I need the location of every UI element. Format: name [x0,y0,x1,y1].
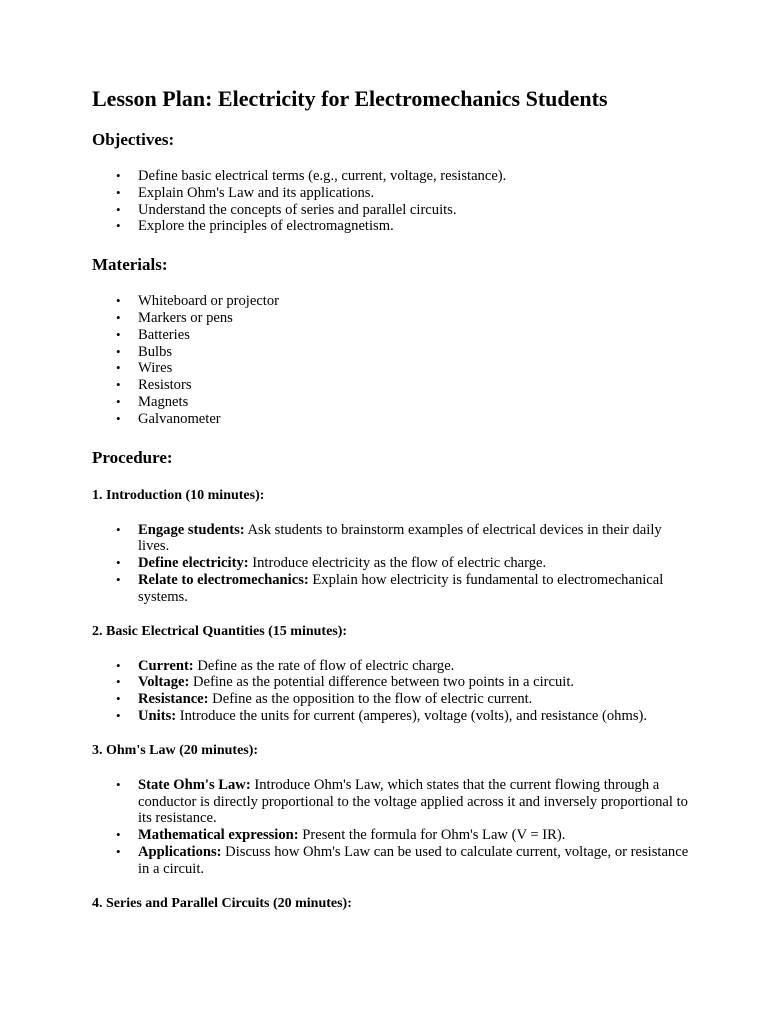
step-list-ohms-law [92,777,692,878]
list-item: • Define basic electrical terms (e.g., current, voltage, resistance). [138,168,692,185]
materials-list [92,293,692,427]
item-text: Introduce Ohm's Law, which states that the current flowing through a conductor is directly proportional to the voltage applied across it and inversely proportional to its resistance. [138,776,688,827]
item-text: Present the formula for Ohm's Law (V = IR). [298,827,566,844]
item-term: Define electricity: [138,555,249,572]
list-item: • Whiteboard or projector [138,293,692,310]
document-page [92,84,692,930]
list-item: • Resistors [138,377,692,394]
item-text: Discuss how Ohm's Law can be used to calculate current, voltage, or resistance in a circuit. [138,843,689,877]
list-item [138,691,692,708]
list-item: • Explain Ohm's Law and its applications. [138,185,692,202]
list-item: • Magnets [138,394,692,411]
list-item [138,658,692,675]
step-heading-quantities: 2. Basic Electrical Quantities (15 minutes): [92,623,348,639]
list-item: • Galvanometer [138,411,692,428]
item-text: Define as the opposition to the flow of electric current. [208,691,533,708]
item-term: Applications: [138,843,222,860]
list-item [138,777,692,827]
item-text: Introduce the units for current (amperes), voltage (volts), and resistance (ohms). [176,707,648,724]
list-item: • Batteries [138,327,692,344]
item-term: State Ohm's Law: [138,776,251,793]
item-term: Resistance: [138,691,209,708]
list-item [138,827,692,844]
item-term: Units: [138,707,177,724]
step-heading-ohms-law: 3. Ohm's Law (20 minutes): [92,742,259,758]
list-item: • Understand the concepts of series and parallel circuits. [138,202,692,219]
objectives-list [92,168,692,235]
objectives-heading: Objectives: [92,130,175,149]
item-text: Introduce electricity as the flow of electric charge. [248,555,547,572]
list-item [138,844,692,878]
item-term: Voltage: [138,674,190,691]
materials-heading: Materials: [92,255,168,275]
item-term: Engage students: [138,521,245,538]
item-text: Define as the potential difference between two points in a circuit. [189,674,575,691]
list-item [138,555,692,572]
step-list-quantities [92,658,692,725]
step-heading-introduction: 1. Introduction (10 minutes): [92,487,265,503]
list-item [138,522,692,556]
item-term: Relate to electromechanics: [138,571,309,588]
item-term: Current: [138,657,194,674]
item-text: Explain how electricity is fundamental to electromechanical systems. [138,571,664,605]
list-item: • Bulbs [138,344,692,361]
item-text: Define as the rate of flow of electric charge. [193,657,455,674]
list-item: • Explore the principles of electromagnetism. [138,218,692,235]
step-list-introduction [92,522,692,606]
list-item: • Markers or pens [138,310,692,327]
step-heading-circuits: 4. Series and Parallel Circuits (20 minutes): [92,895,352,911]
item-text: Ask students to brainstorm examples of electrical devices in their daily lives. [138,521,662,555]
list-item [138,572,692,606]
list-item [138,708,692,725]
list-item: • Wires [138,360,692,377]
procedure-heading: Procedure: [92,447,173,467]
item-term: Mathematical expression: [138,827,299,844]
list-item [138,674,692,691]
page-title: Lesson Plan: Electricity for Electromechanics Students [92,86,608,111]
